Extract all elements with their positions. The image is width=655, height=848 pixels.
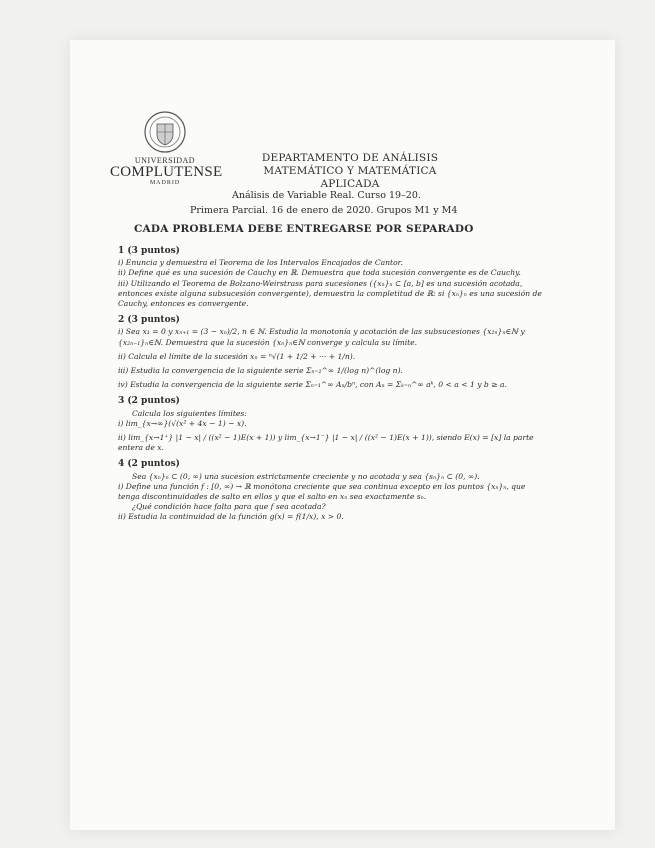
problem-4-question: ¿Qué condición hace falta para que f sea acotada? xyxy=(132,502,326,512)
university-logo xyxy=(110,110,223,186)
department-line-1: DEPARTAMENTO DE ANÁLISIS xyxy=(261,152,439,164)
instruction-line: CADA PROBLEMA DEBE ENTREGARSE POR SEPARADO xyxy=(134,223,474,235)
problem-2-heading: 2 (3 puntos) xyxy=(118,315,180,326)
problem-3-item-i: i) lim_{x→∞}(√(x² + 4x − 1) − x). xyxy=(118,418,247,428)
problem-1-heading: 1 (3 puntos) xyxy=(118,246,180,256)
problem-2-item-iv: iv) Estudia la convergencia de la siguiente serie Σₙ₌₁^∞ Aₙ/bⁿ, con Aₙ = Σₖ₌ₙ^∞ aᵏ, 0 < a < 1 y b ≥ a. xyxy=(118,380,507,390)
university-seal-icon xyxy=(143,110,187,154)
problem-2-item-iii: iii) Estudia la convergencia de la siguiente serie Σₙ₌₂^∞ 1/(log n)^(log n). xyxy=(118,366,403,376)
university-label: UNIVERSIDAD xyxy=(134,156,196,165)
problems xyxy=(118,240,546,523)
course-line: Análisis de Variable Real. Curso 19–20. xyxy=(232,190,421,201)
problem-1-item-i: i) Enuncia y demuestra el Teorema de los Intervalos Encajados de Cantor. xyxy=(118,258,403,268)
problem-2-item-ii: ii) Calcula el límite de la sucesión xₙ = ⁿ√(1 + 1/2 + ··· + 1/n). xyxy=(118,351,356,361)
department-line-3: APLICADA xyxy=(320,178,380,190)
problem-1-item-iii: iii) Utilizando el Teorema de Bolzano-Weirstrass para sucesiones ({xₙ}ₙ ⊂ [a, b] es una sucesión acotada, entonces existe alguna subsucesión convergente), demuestra la completitud de ℝ: si {xₙ}ₙ es una sucesión de Cauchy, entonces es convergente. xyxy=(118,278,542,309)
problem-4-item-ii: ii) Estudia la continuidad de la función g(x) = f(1/x), x > 0. xyxy=(118,512,344,522)
problem-4-heading: 4 (2 puntos) xyxy=(118,459,180,470)
problem-4-intro: Sea {xₙ}ₙ ⊂ (0, ∞) una sucesion estrictamente creciente y no acotada y sea {sₙ}ₙ ⊂ (0, ∞). xyxy=(132,471,480,481)
university-city: MADRID xyxy=(149,180,181,186)
department-title xyxy=(240,152,460,191)
problem-3-item-ii: ii) lim_{x→1⁺} |1 − x| / ((x² − 1)E(x + 1)) y lim_{x→1⁻} |1 − x| / ((x² − 1)E(x + 1)), siendo E(x) = [x] la parte entera de x. xyxy=(118,433,534,453)
exam-line: Primera Parcial. 16 de enero de 2020. Grupos M1 y M4 xyxy=(190,205,458,216)
problem-4-item-i: i) Define una función f : [0, ∞) → ℝ monótona creciente que sea continua excepto en los puntos {xₙ}ₙ, que tenga discontinuidades de salto en ellos y que el salto en xₙ sea exactamente sₙ. xyxy=(118,481,526,502)
problem-2-item-i: i) Sea x₁ = 0 y xₙ₊₁ = (3 − xₙ)/2, n ∈ ℕ. Estudia la monotonía y acotación de las subsucesiones {x₂ₙ}ₙ∈ℕ y {x₂ₙ₋₁}ₙ∈ℕ. Demuestra que la sucesión {xₙ}ₙ∈ℕ converge y calcula su límite. xyxy=(118,327,525,347)
problem-3-heading: 3 (2 puntos) xyxy=(118,396,180,407)
problem-1-item-ii: ii) Define qué es una sucesión de Cauchy en ℝ. Demuestra que toda sucesión convergente es de Cauchy. xyxy=(118,268,521,278)
university-name: COMPLUTENSE xyxy=(110,164,223,180)
problem-3-intro: Calcula los siguientes límites: xyxy=(132,408,247,418)
department-line-2: MATEMÁTICO Y MATEMÁTICA xyxy=(263,165,437,177)
